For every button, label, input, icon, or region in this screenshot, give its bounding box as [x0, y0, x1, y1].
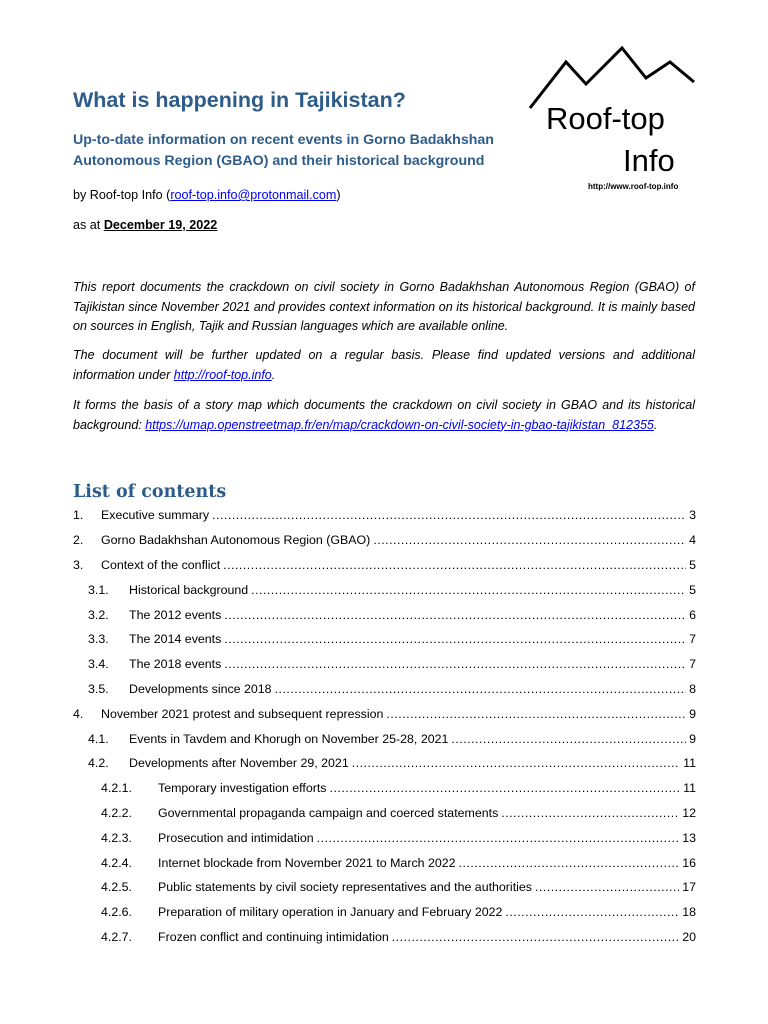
toc-entry[interactable] [73, 602, 696, 627]
toc-entry[interactable] [73, 627, 696, 652]
toc-entry-title: November 2021 protest and subsequent repression [101, 706, 384, 721]
logo-url: http://www.roof-top.info [588, 182, 679, 191]
toc-entry-title: Prosecution and intimidation [158, 830, 314, 845]
toc-dot-leader [330, 781, 681, 795]
email-link[interactable]: roof-top.info@protonmail.com [170, 188, 337, 202]
toc-entry-page: 18 [682, 905, 696, 920]
toc-entry[interactable] [73, 726, 696, 751]
toc-entry-number: 4.1. [88, 731, 109, 746]
toc-entry-title: Temporary investigation efforts [158, 781, 327, 796]
toc-entry-page: 8 [689, 681, 696, 696]
toc-entry-title: Context of the conflict [101, 557, 221, 572]
toc-entry-number: 4.2.2. [101, 805, 133, 820]
toc-entry-title: Internet blockade from November 2021 to March 2022 [158, 855, 456, 870]
toc-entry-number: 2. [73, 533, 84, 548]
toc-entry-title: The 2012 events [129, 607, 222, 622]
toc-entry-number: 4.2.3. [101, 830, 133, 845]
toc-entry-page: 16 [682, 855, 696, 870]
rooftop-website-link[interactable]: http://roof-top.info [173, 367, 272, 382]
intro-paragraph-1: This report documents the crackdown on civil society in Gorno Badakhshan Autonomous Region (GBAO) of Tajikistan since November 2021 and provides context information on its historical background. It is mainly based on sources in English, Tajik and Russian languages which are available online. [73, 280, 695, 333]
page-title: What is happening in Tajikistan? [73, 88, 406, 112]
toc-dot-leader [451, 732, 686, 746]
toc-entry-number: 1. [73, 508, 84, 523]
toc-entry[interactable] [73, 925, 696, 950]
toc-entry-page: 17 [682, 880, 696, 895]
byline-prefix: by Roof-top Info ( [73, 188, 171, 202]
toc-entry-number: 4.2.5. [101, 880, 133, 895]
toc-entry-number: 3.4. [88, 657, 109, 672]
toc-entry-number: 4.2. [88, 756, 109, 771]
toc-entry-page: 9 [689, 706, 696, 721]
toc-dot-leader [251, 583, 686, 597]
toc-entry-page: 3 [689, 508, 696, 523]
toc-dot-leader [535, 880, 679, 894]
toc-dot-leader [352, 756, 680, 770]
toc-entry-page: 9 [689, 731, 696, 746]
toc-entry-title: Developments since 2018 [129, 681, 272, 696]
byline-suffix: ) [336, 188, 341, 202]
toc-entry[interactable] [73, 825, 696, 850]
as-at-date-line [73, 216, 217, 234]
toc-entry-number: 3. [73, 557, 84, 572]
toc-entry-title: Preparation of military operation in January and February 2022 [158, 905, 503, 920]
roof-top-info-logo [528, 46, 696, 196]
toc-entry-title: Frozen conflict and continuing intimidation [158, 929, 389, 944]
toc-entry[interactable] [73, 701, 696, 726]
toc-entry-title: Developments after November 29, 2021 [129, 756, 349, 771]
toc-entry-page: 11 [683, 781, 696, 796]
toc-entry-page: 11 [683, 756, 696, 771]
toc-entry-page: 5 [689, 557, 696, 572]
toc-entry-number: 3.2. [88, 607, 109, 622]
toc-entry-number: 4.2.4. [101, 855, 133, 870]
toc-entry-number: 4.2.7. [101, 929, 133, 944]
intro-p2-text: The document will be further updated on a regular basis. Please find updated versions and additional information under [73, 348, 695, 382]
intro-p3-end: . [653, 417, 658, 432]
toc-dot-leader [373, 533, 686, 547]
toc-dot-leader [275, 682, 687, 696]
toc-entry-page: 7 [689, 632, 696, 647]
toc-entry[interactable] [73, 875, 696, 900]
toc-entry-title: The 2014 events [129, 632, 222, 647]
toc-entry-page: 20 [682, 929, 696, 944]
toc-entry[interactable] [73, 751, 696, 776]
toc-entry[interactable] [73, 776, 696, 801]
toc-entry[interactable] [73, 850, 696, 875]
toc-entry-number: 3.1. [88, 582, 109, 597]
byline [73, 186, 341, 204]
toc-heading: List of contents [73, 482, 227, 502]
toc-entry[interactable] [73, 528, 696, 553]
toc-entry[interactable] [73, 677, 696, 702]
toc-entry[interactable] [73, 900, 696, 925]
toc-dot-leader [501, 806, 679, 820]
toc-dot-leader [224, 657, 686, 671]
toc-dot-leader [459, 856, 680, 870]
toc-entry-title: Gorno Badakhshan Autonomous Region (GBAO) [101, 533, 371, 548]
toc-entry-title: Public statements by civil society representatives and the authorities [158, 880, 532, 895]
toc-entry-title: Governmental propaganda campaign and coerced statements [158, 805, 499, 820]
toc-entry[interactable] [73, 553, 696, 578]
toc-entry-title: Historical background [129, 582, 249, 597]
toc-entry[interactable] [73, 503, 696, 528]
toc-entry-title: Events in Tavdem and Khorugh on November 25-28, 2021 [129, 731, 449, 746]
toc-entry-page: 5 [689, 582, 696, 597]
toc-entry-number: 4. [73, 706, 84, 721]
logo-line2: Info [623, 143, 675, 178]
toc-entry-page: 4 [689, 533, 696, 548]
toc-entry-number: 3.3. [88, 632, 109, 647]
intro-p2-end: . [271, 367, 276, 382]
toc-entry-number: 4.2.6. [101, 905, 133, 920]
toc-entry-number: 3.5. [88, 681, 109, 696]
page-subtitle: Up-to-date information on recent events in Gorno Badakhshan Autonomous Region (GBAO) and their historical background [73, 132, 494, 169]
intro-paragraph-2 [73, 346, 695, 385]
intro-p3-text: It forms the basis of a story map which documents the crackdown on civil society in GBAO and its historical background: [73, 398, 695, 432]
toc-entry-number: 4.2.1. [101, 781, 133, 796]
toc-dot-leader [224, 608, 686, 622]
logo-line1: Roof-top [546, 101, 665, 136]
asat-prefix: as at [73, 218, 104, 232]
toc-dot-leader [386, 707, 686, 721]
toc-dot-leader [505, 905, 679, 919]
toc-entry[interactable] [73, 801, 696, 826]
toc-entry-page: 13 [682, 830, 696, 845]
toc-entry-page: 6 [689, 607, 696, 622]
asat-date: December 19, 2022 [103, 218, 218, 232]
toc-entry-page: 7 [689, 657, 696, 672]
table-of-contents [73, 503, 696, 949]
toc-dot-leader [224, 632, 686, 646]
story-map-link[interactable]: https://umap.openstreetmap.fr/en/map/crackdown-on-civil-society-in-gbao-tajikistan_812355 [145, 417, 654, 432]
toc-entry-title: Executive summary [101, 508, 210, 523]
toc-entry-title: The 2018 events [129, 657, 222, 672]
toc-dot-leader [223, 558, 686, 572]
toc-entry[interactable] [73, 577, 696, 602]
toc-dot-leader [317, 831, 680, 845]
toc-entry-page: 12 [682, 805, 696, 820]
toc-dot-leader [212, 508, 686, 522]
intro-paragraph-3 [73, 396, 695, 435]
toc-entry[interactable] [73, 652, 696, 677]
toc-dot-leader [392, 930, 679, 944]
